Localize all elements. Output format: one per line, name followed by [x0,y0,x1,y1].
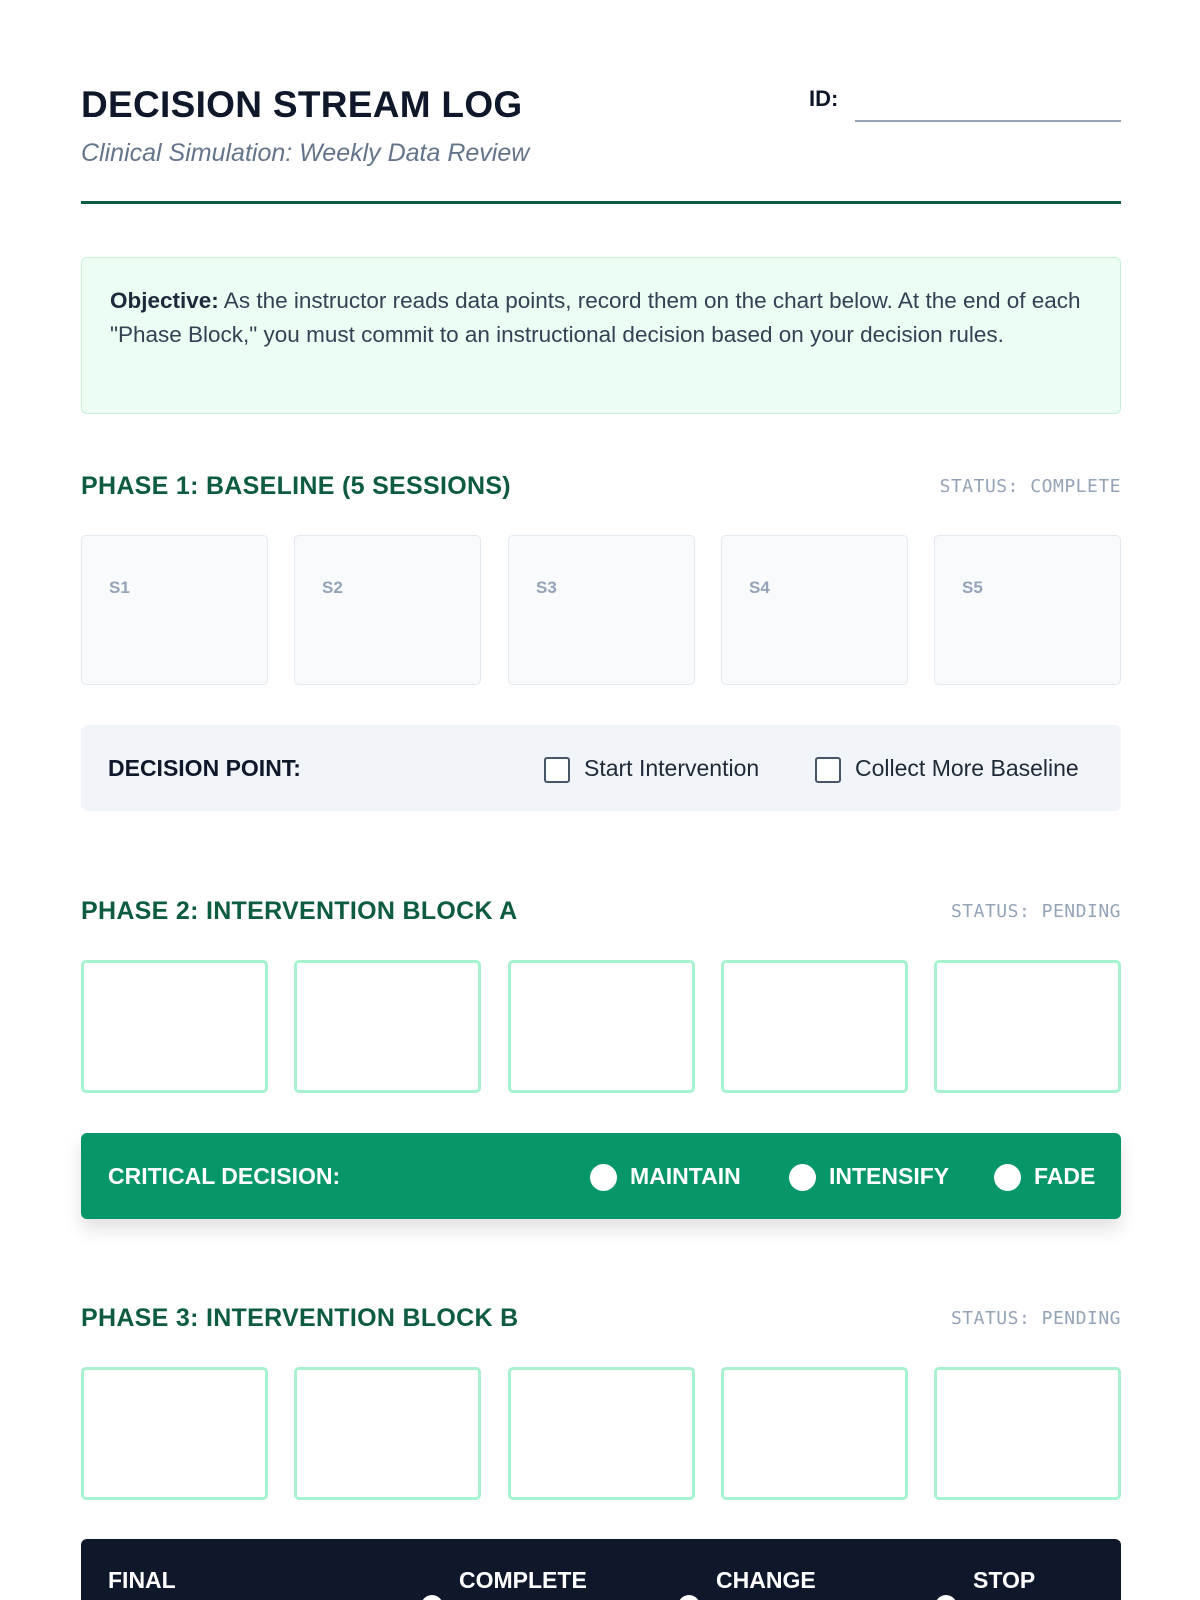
phase2-status: STATUS: PENDING [950,901,1121,922]
objective-text: As the instructor reads data points, record them on the chart below. At the end of each "Phase Block," you must commit to an instructional decision based on your decision rules. [110,288,1081,347]
objective-box [81,257,1121,414]
phase2-decision-label: CRITICAL DECISION: [108,1163,341,1189]
session-label: S1 [109,578,130,597]
session-cell[interactable] [934,960,1121,1093]
page-header [81,0,1121,204]
session-cell[interactable] [294,960,481,1093]
radio-button[interactable] [994,1164,1021,1191]
phase2-decision-bar [81,1133,1121,1219]
phase1-decision-bar [81,725,1121,811]
session-cell[interactable] [721,960,908,1093]
session-cell-s4[interactable] [721,535,908,685]
objective-label: Objective: [110,288,219,313]
option-stop[interactable] [935,1539,1055,1600]
phase3-header [81,1304,1121,1340]
checkbox[interactable] [544,757,570,783]
option-complete[interactable] [421,1539,651,1600]
phase1-header [81,472,1121,508]
phase3-decision-bar [81,1539,1121,1600]
option-intensify[interactable] [789,1133,959,1219]
session-cell[interactable] [81,1367,268,1500]
session-cell[interactable] [721,1367,908,1500]
option-label: FADE [1034,1163,1096,1189]
session-cell[interactable] [294,1367,481,1500]
phase2-title: PHASE 2: INTERVENTION BLOCK A [81,897,518,925]
session-label: S2 [322,578,343,597]
radio-button[interactable] [590,1164,617,1191]
session-cell[interactable] [934,1367,1121,1500]
option-label: Start Intervention [584,755,760,781]
session-cell-s2[interactable] [294,535,481,685]
checkbox[interactable] [815,757,841,783]
session-label: S4 [749,578,770,597]
phase3-title: PHASE 3: INTERVENTION BLOCK B [81,1304,519,1332]
session-cell[interactable] [81,960,268,1093]
phase3-decision-label: FINAL [108,1567,176,1593]
session-label: S3 [536,578,557,597]
session-cell[interactable] [508,1367,695,1500]
session-cell[interactable] [508,960,695,1093]
session-cell-s5[interactable] [934,535,1121,685]
id-label: ID: [809,86,839,111]
option-label: STOP [973,1567,1036,1593]
phase1-decision-label: DECISION POINT: [108,755,301,781]
session-cell-s3[interactable] [508,535,695,685]
session-cell-s1[interactable] [81,535,268,685]
id-input-line[interactable] [855,120,1121,122]
radio-button[interactable] [935,1595,957,1600]
radio-button[interactable] [678,1595,700,1600]
page-title: DECISION STREAM LOG [81,84,523,125]
phase1-title: PHASE 1: BASELINE (5 SESSIONS) [81,472,511,500]
phase2-header [81,897,1121,933]
option-label: INTENSIFY [829,1163,950,1189]
phase3-status: STATUS: PENDING [950,1308,1121,1329]
option-label: Collect More Baseline [855,755,1079,781]
option-fade[interactable] [994,1133,1104,1219]
id-field[interactable] [809,86,1121,122]
option-collect-more-baseline[interactable] [815,725,1105,811]
option-maintain[interactable] [590,1133,760,1219]
option-label: CHANGE [716,1567,816,1593]
option-start-intervention[interactable] [544,725,784,811]
page-subtitle: Clinical Simulation: Weekly Data Review [81,139,530,167]
radio-button[interactable] [789,1164,816,1191]
option-label: COMPLETE [459,1567,587,1593]
decision-stream-log-page [81,0,1121,1593]
phase1-status: STATUS: COMPLETE [939,476,1121,497]
session-label: S5 [962,578,983,597]
option-label: MAINTAIN [630,1163,741,1189]
radio-button[interactable] [421,1595,443,1600]
option-change[interactable] [678,1539,848,1600]
